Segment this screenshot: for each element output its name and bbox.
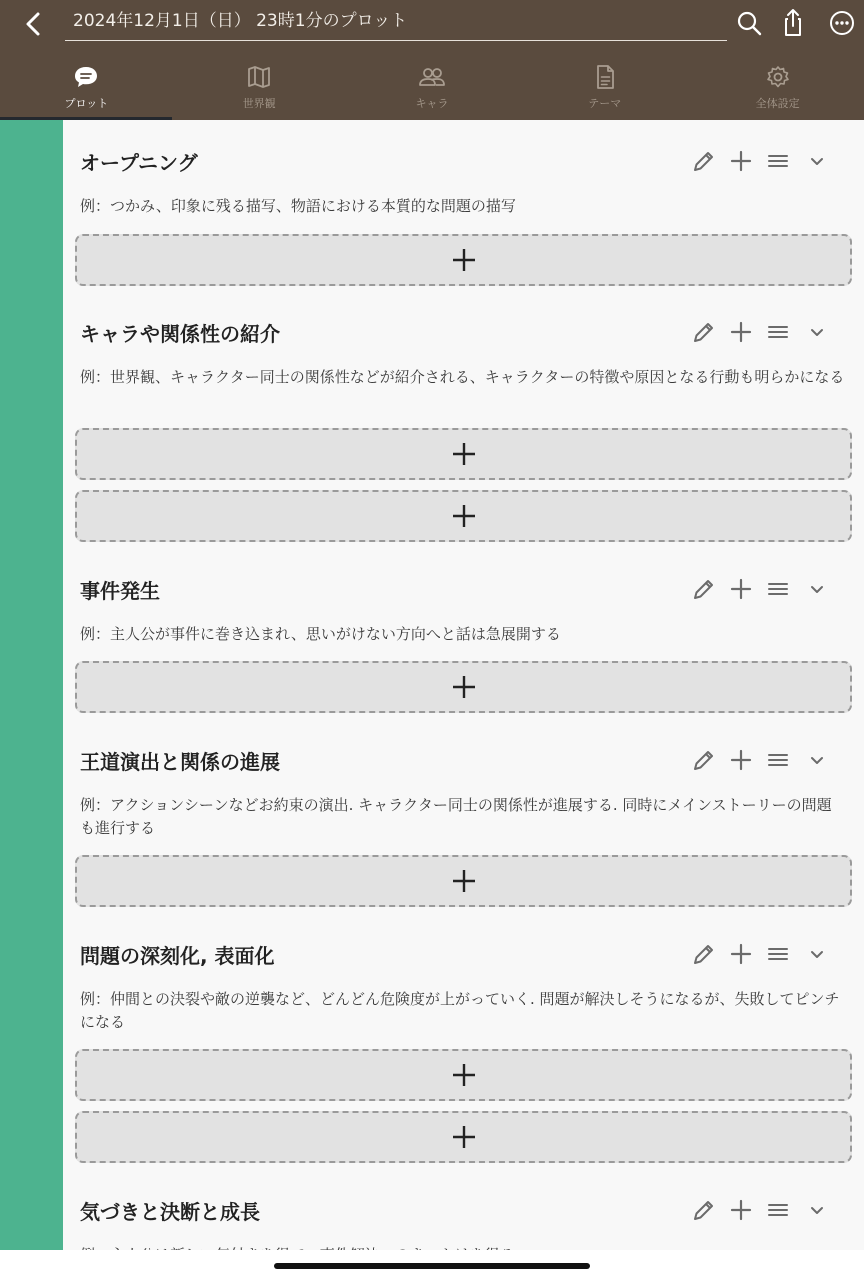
add-card-slot[interactable] <box>75 234 852 286</box>
section-actions <box>690 318 830 348</box>
add-card-slot[interactable] <box>75 661 852 713</box>
add-card-slot[interactable] <box>75 490 852 542</box>
add-card-slot[interactable] <box>75 428 852 480</box>
reorder-button[interactable] <box>764 940 792 968</box>
chevron-down-icon <box>803 746 831 774</box>
plus-icon <box>727 940 755 968</box>
tab-characters-label: キャラ <box>415 97 449 110</box>
edit-button[interactable] <box>690 746 718 774</box>
pencil-icon <box>690 575 718 603</box>
map-icon <box>245 64 273 90</box>
section-title: 問題の深刻化, 表面化 <box>80 944 275 968</box>
collapse-button[interactable] <box>803 318 831 346</box>
chat-bubble-icon <box>72 64 100 90</box>
plus-icon <box>450 1061 478 1089</box>
section-description: 例：仲間との決裂や敵の逆襲など、どんどん危険度が上がっていく. 問題が解決しそうになるが、失敗してピンチになる <box>80 990 840 1031</box>
section-color-strip <box>0 120 63 1250</box>
drag-handle-icon <box>764 940 792 968</box>
plot-title-input[interactable]: 2024年12月1日（日） 23時1分のプロット <box>65 4 727 41</box>
chevron-down-icon <box>803 940 831 968</box>
plot-section <box>63 940 864 1170</box>
plot-section <box>63 746 864 911</box>
section-title: 王道演出と関係の進展 <box>80 750 280 774</box>
document-icon <box>591 64 619 90</box>
section-actions <box>690 1196 830 1226</box>
tab-world-label: 世界観 <box>242 97 276 110</box>
drag-handle-icon <box>764 147 792 175</box>
chevron-left-icon <box>18 6 50 42</box>
reorder-button[interactable] <box>764 575 792 603</box>
tab-global-settings[interactable] <box>691 58 864 120</box>
plot-section <box>63 147 864 292</box>
plus-icon <box>450 440 478 468</box>
pencil-icon <box>690 147 718 175</box>
add-button[interactable] <box>727 940 755 968</box>
tab-bar <box>0 58 864 120</box>
plus-icon <box>727 1196 755 1224</box>
add-card-slot[interactable] <box>75 855 852 907</box>
reorder-button[interactable] <box>764 1196 792 1224</box>
section-actions <box>690 940 830 970</box>
section-description: 例：主人公が事件に巻き込まれ、思いがけない方向へと話は急展開する <box>80 625 561 643</box>
plus-icon <box>450 1123 478 1151</box>
edit-button[interactable] <box>690 1196 718 1224</box>
chevron-down-icon <box>803 575 831 603</box>
chevron-down-icon <box>803 147 831 175</box>
share-icon <box>776 6 810 40</box>
section-title: オープニング <box>80 151 198 175</box>
people-icon <box>418 64 446 90</box>
drag-handle-icon <box>764 318 792 346</box>
reorder-button[interactable] <box>764 147 792 175</box>
add-button[interactable] <box>727 575 755 603</box>
section-actions <box>690 746 830 776</box>
top-bar <box>0 0 864 50</box>
plus-icon <box>450 867 478 895</box>
add-button[interactable] <box>727 1196 755 1224</box>
plot-section <box>63 318 864 548</box>
collapse-button[interactable] <box>803 1196 831 1224</box>
section-title: 気づきと決断と成長 <box>80 1200 260 1224</box>
add-button[interactable] <box>727 318 755 346</box>
section-description: 例：アクションシーンなどお約束の演出. キャラクター同士の関係性が進展する. 同時にメインストーリーの問題も進行する <box>80 796 832 837</box>
section-actions <box>690 575 830 605</box>
collapse-button[interactable] <box>803 940 831 968</box>
add-card-slot[interactable] <box>75 1111 852 1163</box>
drag-handle-icon <box>764 1196 792 1224</box>
plus-icon <box>727 318 755 346</box>
plus-icon <box>727 147 755 175</box>
gear-icon <box>764 64 792 90</box>
tab-theme-label: テーマ <box>588 97 622 110</box>
add-button[interactable] <box>727 147 755 175</box>
more-horizontal-icon <box>825 6 859 40</box>
share-button[interactable] <box>776 6 810 40</box>
header <box>0 0 864 120</box>
search-icon <box>732 6 766 40</box>
pencil-icon <box>690 1196 718 1224</box>
section-title: 事件発生 <box>80 579 160 603</box>
chevron-down-icon <box>803 1196 831 1224</box>
tab-plot[interactable] <box>0 58 173 120</box>
tab-global-settings-label: 全体設定 <box>755 97 800 110</box>
drag-handle-icon <box>764 746 792 774</box>
edit-button[interactable] <box>690 575 718 603</box>
reorder-button[interactable] <box>764 318 792 346</box>
pencil-icon <box>690 940 718 968</box>
collapse-button[interactable] <box>803 746 831 774</box>
pencil-icon <box>690 318 718 346</box>
plus-icon <box>727 746 755 774</box>
chevron-down-icon <box>803 318 831 346</box>
plus-icon <box>450 502 478 530</box>
add-button[interactable] <box>727 746 755 774</box>
edit-button[interactable] <box>690 318 718 346</box>
search-button[interactable] <box>732 6 766 40</box>
tab-characters[interactable] <box>346 58 519 120</box>
pencil-icon <box>690 746 718 774</box>
section-description: 例：世界観、キャラクター同士の関係性などが紹介される、キャラクターの特徴や原因となる行動も明らかになる <box>80 368 845 386</box>
collapse-button[interactable] <box>803 575 831 603</box>
section-description: 例：つかみ、印象に残る描写、物語における本質的な問題の描写 <box>80 197 516 215</box>
back-button[interactable] <box>18 6 50 42</box>
plot-list <box>63 120 864 1250</box>
drag-handle-icon <box>764 575 792 603</box>
more-button[interactable] <box>825 6 859 40</box>
tab-theme[interactable] <box>518 58 691 120</box>
section-actions <box>690 147 830 177</box>
tab-world[interactable] <box>173 58 346 120</box>
reorder-button[interactable] <box>764 746 792 774</box>
edit-button[interactable] <box>690 147 718 175</box>
collapse-button[interactable] <box>803 147 831 175</box>
plot-section <box>63 1196 864 1256</box>
add-card-slot[interactable] <box>75 1049 852 1101</box>
tab-plot-label: プロット <box>64 97 109 110</box>
plus-icon <box>450 673 478 701</box>
plus-icon <box>727 575 755 603</box>
home-indicator[interactable] <box>274 1263 590 1269</box>
section-title: キャラや関係性の紹介 <box>80 322 280 346</box>
plot-section <box>63 575 864 720</box>
plus-icon <box>450 246 478 274</box>
edit-button[interactable] <box>690 940 718 968</box>
